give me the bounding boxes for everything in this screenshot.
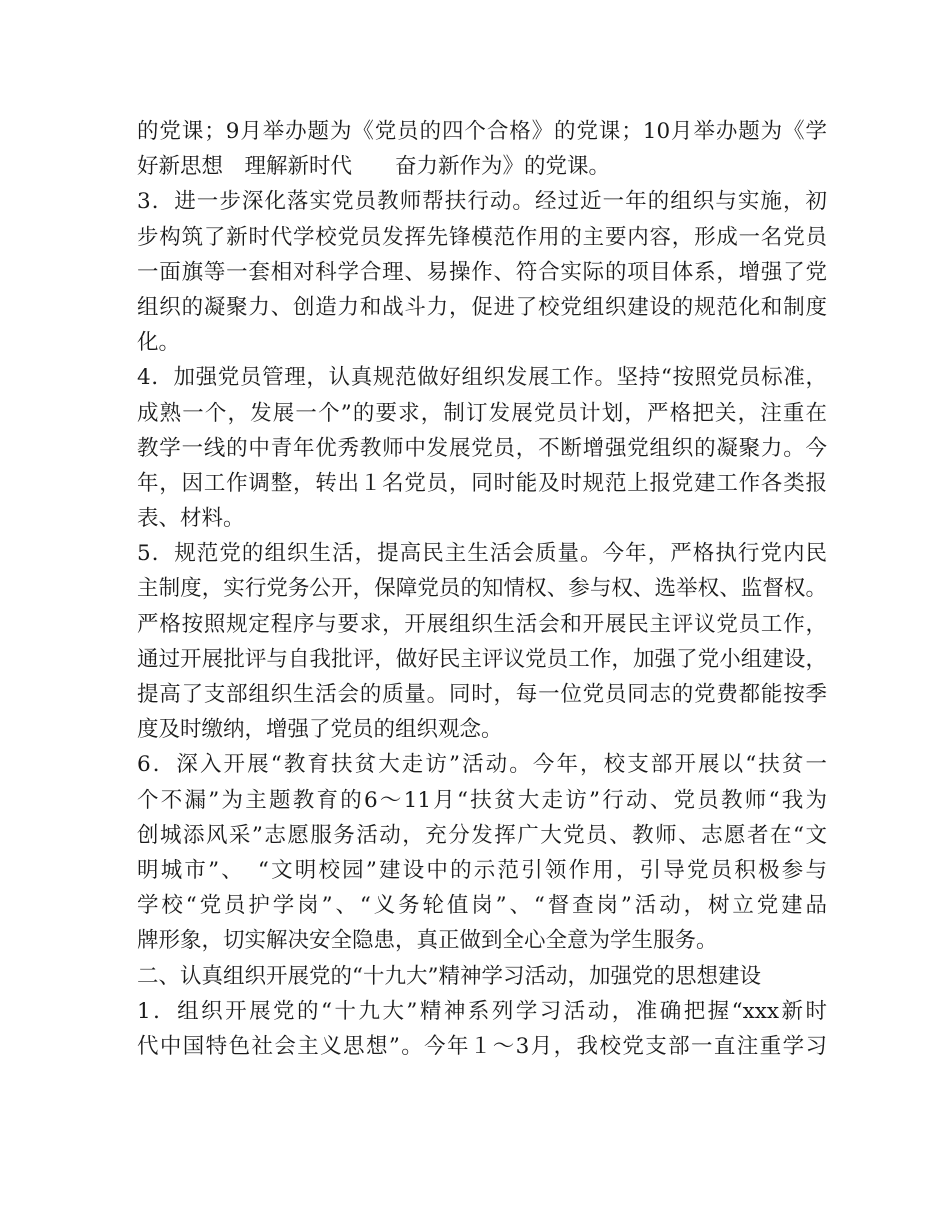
text-line: 牌形象，切实解决安全隐患，真正做到全心全意为学生服务。 (137, 928, 718, 954)
text-line: 年，因工作调整，转出１名党员，同时能及时规范上报党建工作各类报 (137, 470, 827, 496)
text-line: 6．深入开展“教育扶贫大走访”活动。今年，校支部开展以“扶贫一 (137, 752, 827, 778)
text-line: 提高了支部组织生活会的质量。同时，每一位党员同志的党费都能按季 (137, 682, 827, 707)
text-line: 步构筑了新时代学校党员发挥先锋模范作用的主要内容，形成一名党员 (137, 224, 827, 250)
text-line: 组织的凝聚力、创造力和战斗力，促进了校党组织建设的规范化和制度 (137, 294, 827, 320)
text-line: 表、材料。 (137, 506, 245, 532)
text-line: 1．组织开展党的“十九大”精神系列学习活动，准确把握“xxx新时 (137, 998, 827, 1024)
text-line: 4．加强党员管理，认真规范做好组织发展工作。坚持“按照党员标准， (137, 365, 827, 391)
text-line: 度及时缴纳，增强了党员的组织观念。 (137, 717, 503, 743)
text-line: 严格按照规定程序与要求，开展组织生活会和开展民主评议党员工作， (137, 611, 827, 637)
text-line: 主制度，实行党务公开，保障党员的知情权、参与权、选举权、监督权。 (137, 576, 827, 602)
text-line: 通过开展批评与自我批评，做好民主评议党员工作，加强了党小组建设， (137, 646, 827, 672)
text-line: 化。 (137, 330, 181, 356)
text-line: 二、认真组织开展党的“十九大”精神学习活动，加强党的思想建设 (137, 963, 761, 989)
text-line: 学校“党员护学岗”、“义务轮值岗”、“督查岗”活动，树立党建品 (137, 893, 827, 919)
text-line: 明城市”、 “文明校园”建设中的示范引领作用，引导党员积极参与 (137, 857, 827, 883)
text-line: 5．规范党的组织生活，提高民主生活会质量。今年，严格执行党内民 (137, 541, 827, 567)
text-line: 代中国特色社会主义思想”。今年１～3月，我校党支部一直注重学习 (137, 1033, 827, 1059)
text-line: 一面旗等一套相对科学合理、易操作、符合实际的项目体系，增强了党 (137, 259, 827, 285)
text-line: 创城添风采”志愿服务活动，充分发挥广大党员、教师、志愿者在“文 (137, 822, 827, 848)
text-line: 成熟一个，发展一个”的要求，制订发展党员计划，严格把关，注重在 (137, 400, 827, 426)
body-text (137, 114, 827, 1064)
text-line: 教学一线的中青年优秀教师中发展党员，不断增强党组织的凝聚力。今 (137, 435, 827, 461)
text-line: 的党课；9月举办题为《党员的四个合格》的党课；10月举办题为《学 (137, 119, 827, 144)
text-line: 好新思想 理解新时代 奋力新作为》的党课。 (137, 154, 611, 180)
text-line: 个不漏”为主题教育的6～11月“扶贫大走访”行动、党员教师“我为 (137, 787, 827, 813)
text-line: 3．进一步深化落实党员教师帮扶行动。经过近一年的组织与实施，初 (137, 189, 827, 215)
